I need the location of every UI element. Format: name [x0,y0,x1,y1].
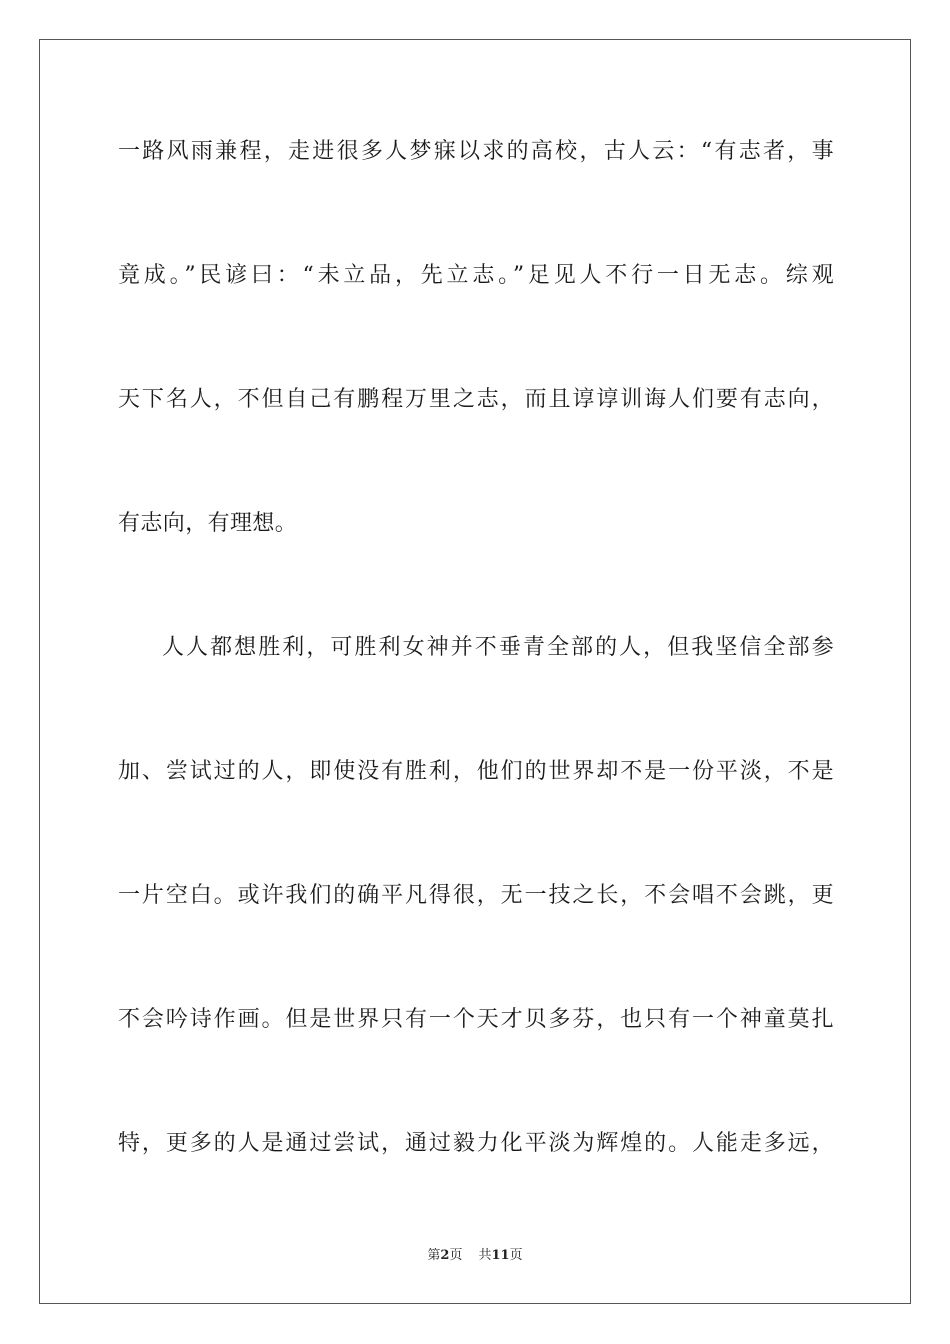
text-line-9: 特，更多的人是通过尝试，通过毅力化平淡为辉煌的。人能走多远， [118,1131,834,1156]
footer-page-suffix: 页 [449,1248,463,1263]
text-line-4: 有志向，有理想。 [118,511,298,536]
text-line-8: 不会吟诗作画。但是世界只有一个天才贝多芬，也只有一个神童莫扎 [118,1007,834,1032]
text-line-2: 竟成。”民谚曰：“未立品，先立志。”足见人不行一日无志。综观 [118,263,834,288]
text-line-3: 天下名人，不但自己有鹏程万里之志，而且谆谆训诲人们要有志向， [118,387,834,412]
text-line-5: 人人都想胜利，可胜利女神并不垂青全部的人，但我坚信全部参 [162,635,834,660]
footer-page-prefix: 第 [427,1248,441,1263]
page-footer [0,1248,950,1264]
page-border [39,39,911,1304]
footer-total-suffix: 页 [509,1248,523,1263]
text-line-7: 一片空白。或许我们的确平凡得很，无一技之长，不会唱不会跳，更 [118,883,834,908]
footer-total-prefix: 共 [478,1248,492,1263]
footer-total-pages: 11 [491,1248,510,1263]
footer-page-number: 2 [440,1248,450,1263]
text-line-1: 一路风雨兼程，走进很多人梦寐以求的高校，古人云：“有志者，事 [118,139,834,164]
text-line-6: 加、尝试过的人，即使没有胜利，他们的世界却不是一份平淡，不是 [118,759,834,784]
